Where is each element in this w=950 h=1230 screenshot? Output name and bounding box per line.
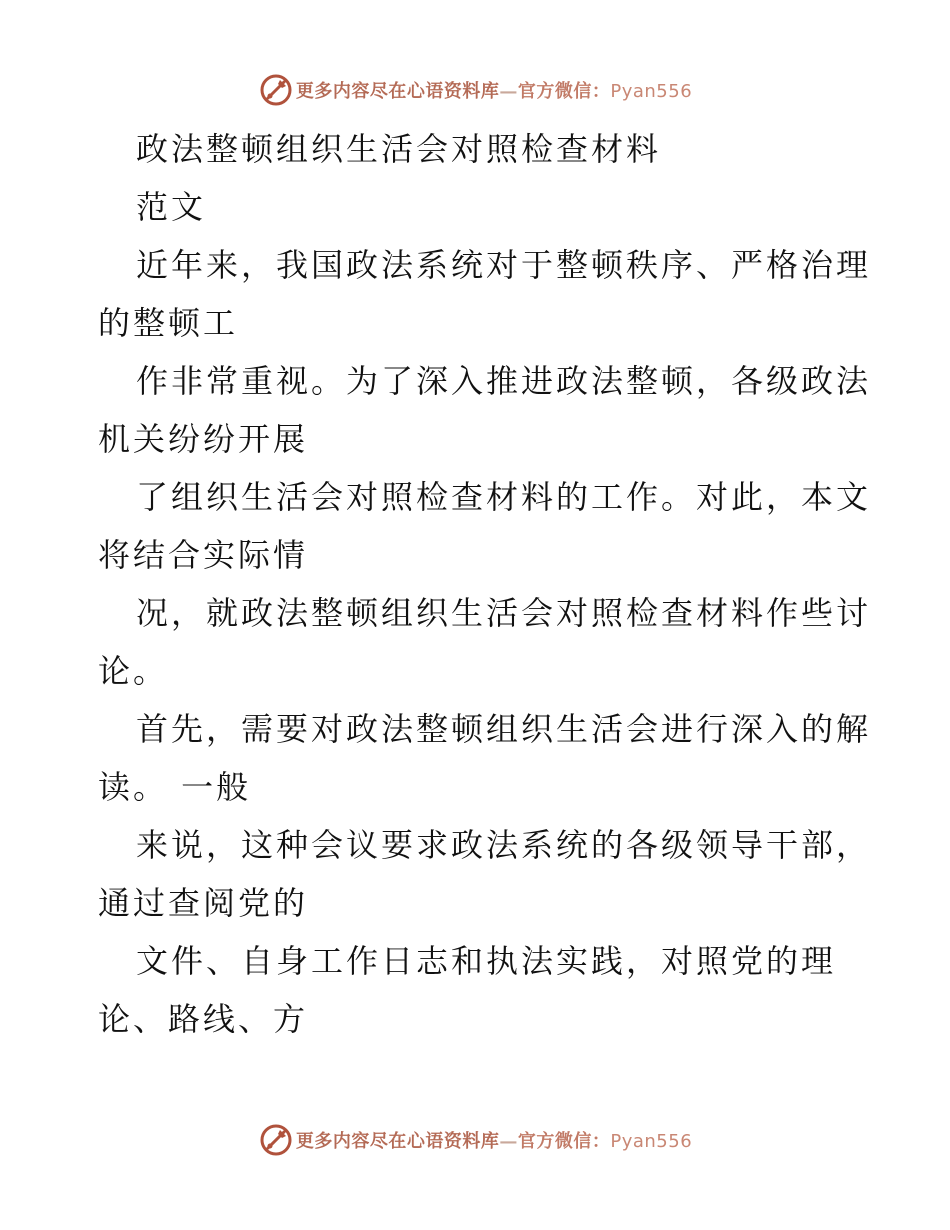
paragraph-line: 近年来，我国政法系统对于整顿秩序、严格治理 (136, 246, 872, 284)
paragraph-line: 首先，需要对政法整顿组织生活会进行深入的解 (136, 710, 872, 748)
banner-separator: — (499, 81, 518, 102)
paragraph-line: 论。 (98, 652, 169, 690)
banner-brand: 更多内容尽在心语资料库 (295, 1131, 500, 1152)
paragraph-line: 通过查阅党的 (98, 884, 309, 922)
footer-banner (0, 1120, 950, 1160)
paragraph-line: 论、路线、方 (98, 1000, 309, 1038)
pen-seal-logo-icon (258, 1122, 294, 1158)
paragraph-line: 的整顿工 (98, 304, 239, 342)
paragraph-line: 范文 (136, 188, 207, 226)
paragraph-line: 文件、自身工作日志和执法实践，对照党的理 (136, 942, 837, 980)
paragraph-line: 机关纷纷开展 (98, 420, 309, 458)
pen-seal-logo-icon (258, 72, 294, 108)
paragraph-line: 了组织生活会对照检查材料的工作。对此，本文 (136, 478, 872, 516)
banner-separator: — (499, 1131, 518, 1152)
banner-handle: Pyan556 (610, 81, 693, 102)
banner-wechat-label: 官方微信： (517, 1131, 611, 1152)
paragraph-line: 作非常重视。为了深入推进政法整顿，各级政法 (136, 362, 872, 400)
banner-handle: Pyan556 (610, 1131, 693, 1152)
document-body (98, 120, 872, 1048)
paragraph-line: 读。 一般 (98, 768, 252, 806)
paragraph-line: 政法整顿组织生活会对照检查材料 (136, 130, 662, 168)
paragraph-line: 来说，这种会议要求政法系统的各级领导干部， (136, 826, 872, 864)
banner-text (296, 1127, 692, 1153)
banner-text (296, 77, 692, 103)
paragraph-line: 将结合实际情 (98, 536, 309, 574)
paragraph-line: 况，就政法整顿组织生活会对照检查材料作些讨 (136, 594, 872, 632)
header-banner (0, 70, 950, 110)
banner-brand: 更多内容尽在心语资料库 (295, 81, 500, 102)
banner-wechat-label: 官方微信： (517, 81, 611, 102)
